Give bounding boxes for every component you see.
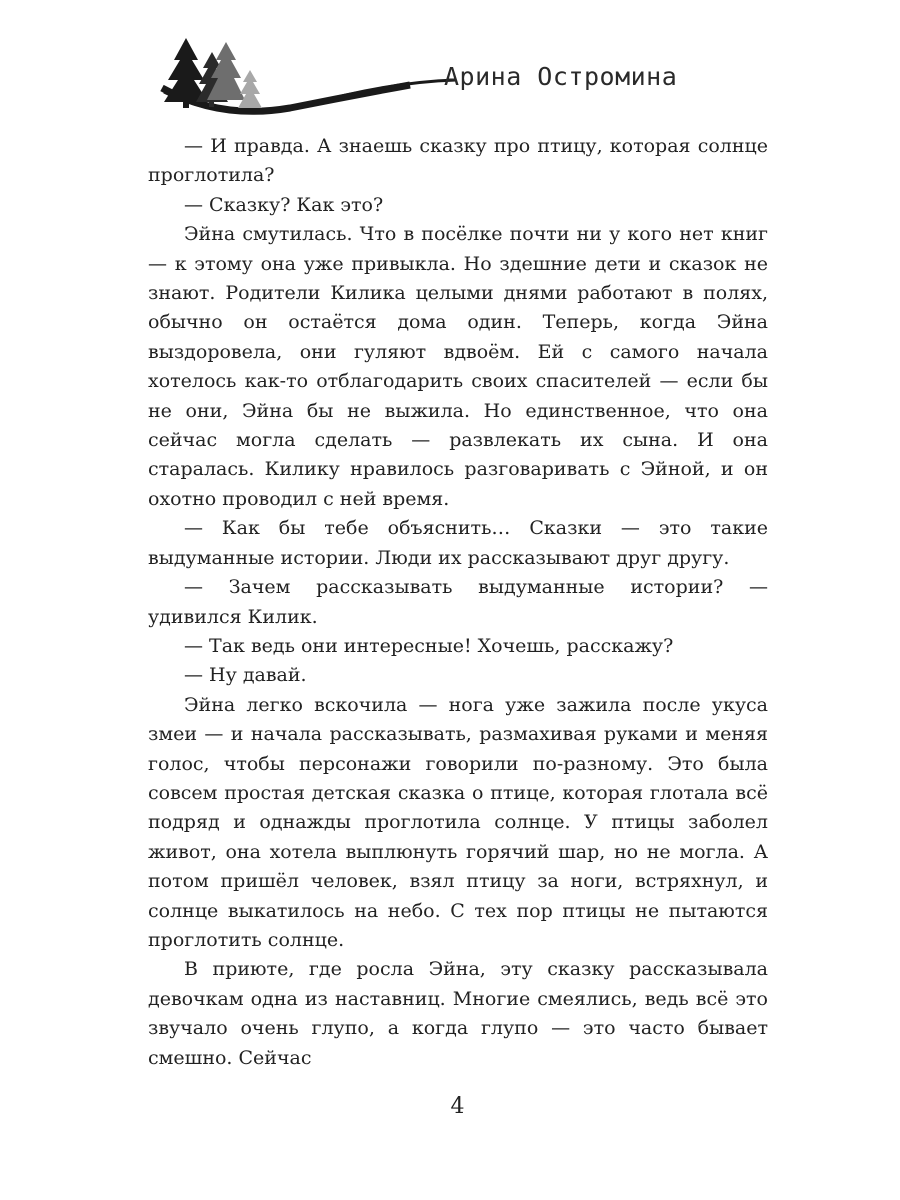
page-number: 4 xyxy=(450,1094,465,1119)
paragraph: — И правда. А знаешь сказку про птицу, которая солнце проглотила? xyxy=(148,135,768,187)
forest-ornament-icon xyxy=(160,30,460,130)
paragraph: — Зачем рассказывать выдуманные истории? — удивился Килик. xyxy=(148,576,768,628)
running-head-author: Арина Остромина xyxy=(444,62,678,91)
body-text xyxy=(148,132,768,1073)
paragraph: Эйна смутилась. Что в посёлке почти ни у кого нет книг — к этому она уже привыкла. Но здешние дети и сказок не знают. Родители Килика целыми днями работают в полях, обычно он остаётся дома один. Теперь, когда Эйна выздоровела, они гуляют вдвоём. Ей с самого начала хотелось как-то отблагодарить своих спасителей — если бы не они, Эйна бы не выжила. Но единственное, что она сейчас могла сделать — развлекать их сына. И она старалась. Килику нравилось разговаривать с Эйной, и он охотно проводил с ней время. xyxy=(148,223,768,510)
paragraph: — Сказку? Как это? xyxy=(184,193,384,216)
paragraph: Эйна легко вскочила — нога уже зажила после укуса змеи — и начала рассказывать, размахивая руками и меняя голос, чтобы персонажи говорили по-разному. Это была совсем простая детская сказка о птице, которая глотала всё подряд и однажды проглотила солнце. У птицы заболел живот, она хотела выплюнуть горячий шар, но не могла. А потом пришёл человек, взял птицу за ноги, встряхнул, и солнце выкатилось на небо. С тех пор птицы не пытаются проглотить солнце. xyxy=(148,693,768,951)
paragraph: — Как бы тебе объяснить… Сказки — это такие выдуманные истории. Люди их рассказывают друг другу. xyxy=(148,517,768,569)
paragraph: — Так ведь они интересные! Хочешь, расскажу? xyxy=(184,634,674,657)
paragraph: — Ну давай. xyxy=(184,664,307,687)
paragraph: В приюте, где росла Эйна, эту сказку рассказывала девочкам одна из наставниц. Многие смеялись, ведь всё это звучало очень глупо, а когда глупо — это часто бывает смешно. Сейчас xyxy=(148,958,768,1069)
